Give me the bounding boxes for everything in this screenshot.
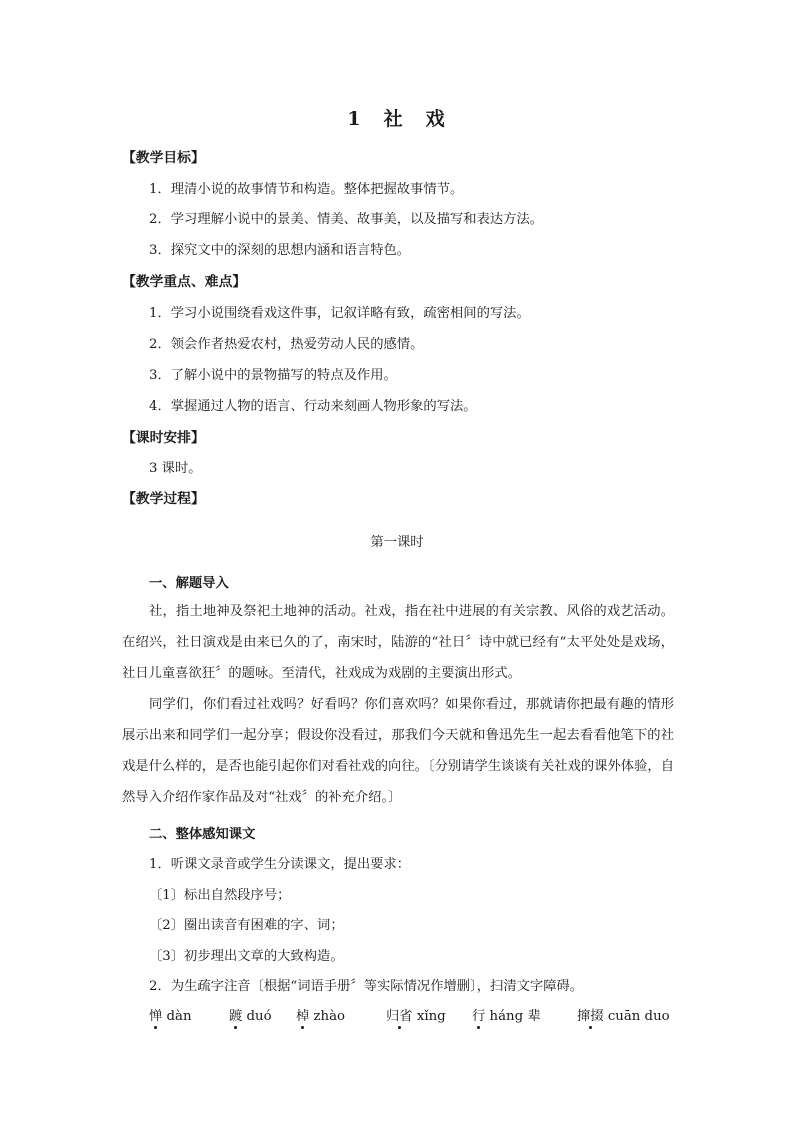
section2-step: 1．听课文录音或学生分读课文，提出要求：	[149, 857, 411, 872]
pinyin-entry	[577, 1005, 670, 1024]
pinyin-entry	[472, 1005, 541, 1024]
objective-item: 1．理清小说的故事情节和构造。整体把握故事情节。	[149, 182, 464, 197]
pinyin-char: 归省	[386, 1009, 413, 1024]
objective-item: 3．探究文中的深刻的思想内涵和语言特色。	[149, 243, 411, 258]
pinyin-entry	[296, 1005, 345, 1024]
pinyin-char: 踱	[229, 1009, 243, 1024]
pinyin-char: 行	[472, 1009, 486, 1024]
pinyin-char: 棹	[296, 1009, 310, 1024]
keypoint-item: 4．掌握通过人物的语言、行动来刻画人物形象的写法。	[149, 399, 477, 414]
keypoints-heading: 【教学重点、难点】	[122, 274, 247, 290]
section2-step: 2．为生疏字注音〔根据“词语手册〞等实际情况作增删〕，扫清文字障碍。	[149, 979, 584, 994]
pinyin-reading: duó	[246, 1009, 272, 1024]
objective-item: 2．学习理解小说中的景美、情美、故事美，以及描写和表达方法。	[149, 212, 544, 227]
page-title: 1 社 戏	[347, 108, 447, 130]
section1-paragraph: 同学们，你们看过社戏吗？好看吗？你们喜欢吗？如果你看过，那就请你把最有趣的情形展示出来和同学们一起分享；假设你没看过，那我们今天就和鲁迅先生一起去看看他笔下的社戏是什么样的，是否也能引起你们对看社戏的向往。〔分别请学生谈谈有关社戏的课外体验，自然导入介绍作家作品及对“社戏〞的补充介绍。〕	[122, 697, 674, 805]
pinyin-char: 撺掇	[577, 1009, 604, 1024]
pinyin-reading: zhào	[313, 1009, 346, 1024]
section1-paragraph: 社，指土地神及祭祀土地神的活动。社戏，指在社中进展的有关宗教、风俗的戏艺活动。在绍兴，社日演戏是由来已久的了，南宋时，陆游的“社日〞诗中就已经有“太平处处是戏场，社日儿童喜欲狂〞的题咏。至清代，社戏成为戏剧的主要演出形式。	[122, 604, 674, 681]
pinyin-reading: háng	[489, 1009, 524, 1024]
pinyin-char: 惮	[149, 1009, 163, 1024]
pinyin-reading: xǐng	[416, 1009, 446, 1024]
process-heading: 【教学过程】	[122, 491, 205, 507]
keypoint-item: 3．了解小说中的景物描写的特点及作用。	[149, 368, 397, 383]
section2-title: 二、整体感知课文	[149, 827, 256, 842]
section2-subitem: 〔2〕圈出读音有困难的字、词；	[149, 918, 344, 933]
pinyin-entry	[386, 1005, 446, 1024]
schedule-text: 3 课时。	[149, 461, 202, 476]
pinyin-entry	[229, 1005, 272, 1024]
pinyin-entry	[149, 1005, 192, 1024]
pinyin-reading: cuān duo	[607, 1009, 670, 1024]
pinyin-suffix: 辈	[527, 1009, 541, 1024]
schedule-heading: 【课时安排】	[122, 430, 205, 446]
section1-title: 一、解题导入	[149, 576, 229, 591]
section2-subitem: 〔3〕初步理出文章的大致构造。	[149, 949, 344, 964]
lesson-label: 第一课时	[370, 535, 424, 550]
objectives-heading: 【教学目标】	[122, 150, 205, 166]
pinyin-reading: dàn	[166, 1009, 192, 1024]
keypoint-item: 1．学习小说围绕看戏这件事，记叙详略有致，疏密相间的写法。	[149, 306, 530, 321]
section2-subitem: 〔1〕标出自然段序号；	[149, 888, 291, 903]
keypoint-item: 2．领会作者热爱农村，热爱劳动人民的感情。	[149, 337, 424, 352]
